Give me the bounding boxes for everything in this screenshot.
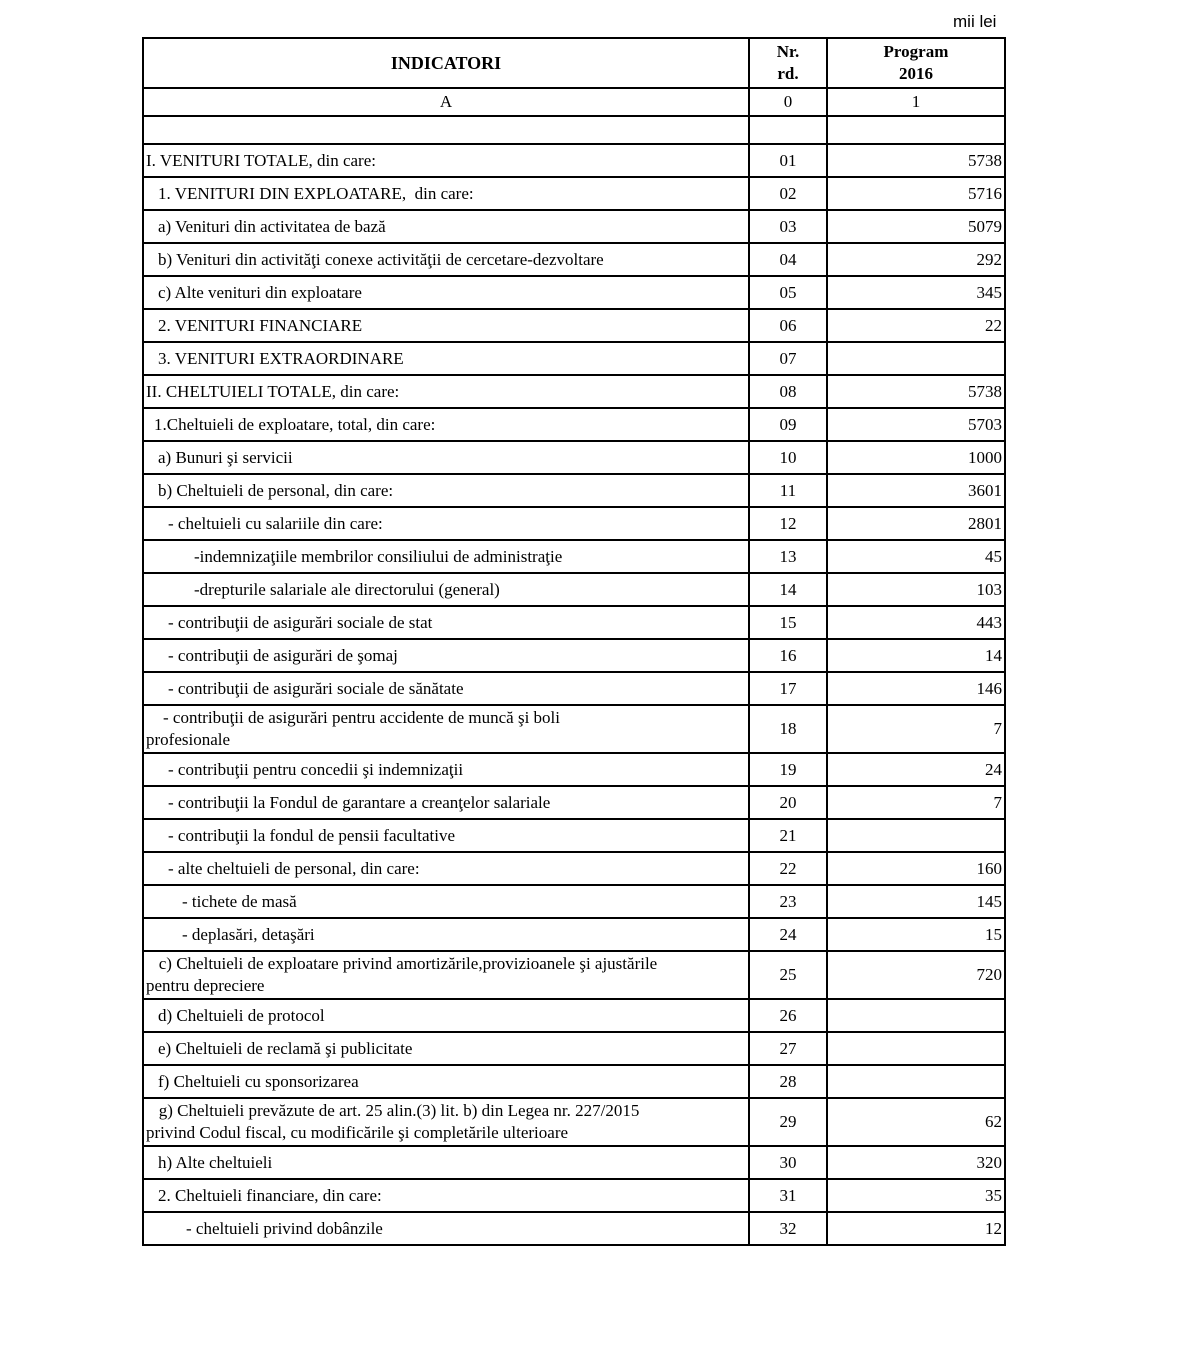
program-value: 3601: [827, 474, 1005, 507]
blank-cell: [143, 116, 749, 144]
row-number: 27: [749, 1032, 827, 1065]
table-row: [143, 144, 1005, 177]
indicator-label: e) Cheltuieli de reclamă şi publicitate: [143, 1032, 749, 1065]
row-number: 09: [749, 408, 827, 441]
row-number: 04: [749, 243, 827, 276]
header-nr-line2: rd.: [777, 64, 799, 83]
row-number: 29: [749, 1098, 827, 1146]
indicator-label: - contribuţii la fondul de pensii facultative: [143, 819, 749, 852]
program-value: 35: [827, 1179, 1005, 1212]
row-number: 16: [749, 639, 827, 672]
table-row: [143, 210, 1005, 243]
table-row: [143, 342, 1005, 375]
indicator-label: -indemnizaţiile membrilor consiliului de administraţie: [143, 540, 749, 573]
table-row: [143, 786, 1005, 819]
program-value: 292: [827, 243, 1005, 276]
table-row: [143, 243, 1005, 276]
indicator-label: 2. VENITURI FINANCIARE: [143, 309, 749, 342]
indicator-label: - contribuţii la Fondul de garantare a creanţelor salariale: [143, 786, 749, 819]
row-number: 21: [749, 819, 827, 852]
table-row: [143, 819, 1005, 852]
column-letter-value: 1: [827, 88, 1005, 116]
program-value: 7: [827, 705, 1005, 753]
indicator-label: a) Venituri din activitatea de bază: [143, 210, 749, 243]
header-row-number: [749, 38, 827, 88]
indicator-label: 2. Cheltuieli financiare, din care:: [143, 1179, 749, 1212]
table-row: [143, 309, 1005, 342]
table-row: [143, 606, 1005, 639]
table-row: [143, 705, 1005, 753]
row-number: 10: [749, 441, 827, 474]
header-nr-line1: Nr.: [776, 42, 800, 61]
blank-cell: [749, 116, 827, 144]
row-number: 08: [749, 375, 827, 408]
program-value: 320: [827, 1146, 1005, 1179]
program-value: [827, 819, 1005, 852]
column-letters-row: [143, 88, 1005, 116]
indicator-label: - contribuţii de asigurări de şomaj: [143, 639, 749, 672]
program-value: [827, 1065, 1005, 1098]
indicator-label: - contribuţii pentru concedii şi indemnizaţii: [143, 753, 749, 786]
program-value: 5738: [827, 375, 1005, 408]
row-number: 13: [749, 540, 827, 573]
program-value: 146: [827, 672, 1005, 705]
indicator-label: - cheltuieli cu salariile din care:: [143, 507, 749, 540]
indicator-label: 1.Cheltuieli de exploatare, total, din care:: [143, 408, 749, 441]
table-row: [143, 1179, 1005, 1212]
indicator-label: - alte cheltuieli de personal, din care:: [143, 852, 749, 885]
row-number: 20: [749, 786, 827, 819]
indicator-label: - tichete de masă: [143, 885, 749, 918]
row-number: 31: [749, 1179, 827, 1212]
indicator-label: 3. VENITURI EXTRAORDINARE: [143, 342, 749, 375]
program-value: 103: [827, 573, 1005, 606]
row-number: 32: [749, 1212, 827, 1245]
row-number: 25: [749, 951, 827, 999]
unit-label: mii lei: [953, 12, 997, 31]
indicator-label: -drepturile salariale ale directorului (general): [143, 573, 749, 606]
table-row: [143, 639, 1005, 672]
row-number: 30: [749, 1146, 827, 1179]
indicator-label: h) Alte cheltuieli: [143, 1146, 749, 1179]
table-row: [143, 1065, 1005, 1098]
program-value: [827, 1032, 1005, 1065]
row-number: 18: [749, 705, 827, 753]
program-value: 5716: [827, 177, 1005, 210]
indicator-label: c) Cheltuieli de exploatare privind amortizările,provizioanele şi ajustările pentru depreciere: [143, 951, 749, 999]
indicator-label: c) Alte venituri din exploatare: [143, 276, 749, 309]
header-row: [143, 38, 1005, 88]
row-number: 03: [749, 210, 827, 243]
indicator-label: d) Cheltuieli de protocol: [143, 999, 749, 1032]
table-row: [143, 507, 1005, 540]
column-letter-nr: 0: [749, 88, 827, 116]
row-number: 14: [749, 573, 827, 606]
program-value: 5079: [827, 210, 1005, 243]
indicator-label: f) Cheltuieli cu sponsorizarea: [143, 1065, 749, 1098]
indicator-label: I. VENITURI TOTALE, din care:: [143, 144, 749, 177]
row-number: 12: [749, 507, 827, 540]
program-value: 1000: [827, 441, 1005, 474]
row-number: 15: [749, 606, 827, 639]
program-value: 5738: [827, 144, 1005, 177]
table-row: [143, 276, 1005, 309]
indicator-label: b) Venituri din activităţi conexe activităţii de cercetare-dezvoltare: [143, 243, 749, 276]
indicator-label: - contribuţii de asigurări sociale de stat: [143, 606, 749, 639]
table-row: [143, 375, 1005, 408]
program-value: 45: [827, 540, 1005, 573]
budget-table: [142, 37, 1006, 1246]
row-number: 22: [749, 852, 827, 885]
program-value: 22: [827, 309, 1005, 342]
table-row: [143, 918, 1005, 951]
program-value: 345: [827, 276, 1005, 309]
table-row: [143, 573, 1005, 606]
program-value: 2801: [827, 507, 1005, 540]
table-row: [143, 177, 1005, 210]
column-letter-indicator: A: [143, 88, 749, 116]
table-row: [143, 1098, 1005, 1146]
row-number: 06: [749, 309, 827, 342]
program-value: 7: [827, 786, 1005, 819]
row-number: 17: [749, 672, 827, 705]
row-number: 28: [749, 1065, 827, 1098]
row-number: 01: [749, 144, 827, 177]
indicator-label: b) Cheltuieli de personal, din care:: [143, 474, 749, 507]
table-row: [143, 852, 1005, 885]
program-value: 160: [827, 852, 1005, 885]
blank-cell: [827, 116, 1005, 144]
indicator-label: a) Bunuri şi servicii: [143, 441, 749, 474]
table-row: [143, 540, 1005, 573]
program-value: 24: [827, 753, 1005, 786]
table-row: [143, 753, 1005, 786]
table-row: [143, 672, 1005, 705]
header-program: [827, 38, 1005, 88]
row-number: 02: [749, 177, 827, 210]
program-value: 14: [827, 639, 1005, 672]
indicator-label: - deplasări, detaşări: [143, 918, 749, 951]
header-indicator: INDICATORI: [143, 38, 749, 88]
table-row: [143, 885, 1005, 918]
program-value: [827, 999, 1005, 1032]
table-row: [143, 1032, 1005, 1065]
indicator-label: - contribuţii de asigurări sociale de sănătate: [143, 672, 749, 705]
program-value: 5703: [827, 408, 1005, 441]
row-number: 07: [749, 342, 827, 375]
row-number: 23: [749, 885, 827, 918]
program-value: [827, 342, 1005, 375]
program-value: 443: [827, 606, 1005, 639]
indicator-label: 1. VENITURI DIN EXPLOATARE, din care:: [143, 177, 749, 210]
indicator-label: g) Cheltuieli prevăzute de art. 25 alin.(3) lit. b) din Legea nr. 227/2015 privind Codul fiscal, cu modificările şi completările ulterioare: [143, 1098, 749, 1146]
row-number: 26: [749, 999, 827, 1032]
table-row: [143, 441, 1005, 474]
indicator-label: II. CHELTUIELI TOTALE, din care:: [143, 375, 749, 408]
row-number: 05: [749, 276, 827, 309]
program-value: 12: [827, 1212, 1005, 1245]
program-value: 720: [827, 951, 1005, 999]
table-body: [143, 144, 1005, 1245]
row-number: 11: [749, 474, 827, 507]
header-program-line1: Program: [883, 42, 949, 61]
header-program-line2: 2016: [898, 64, 933, 83]
program-value: 15: [827, 918, 1005, 951]
table-row: [143, 999, 1005, 1032]
indicator-label: - cheltuieli privind dobânzile: [143, 1212, 749, 1245]
table-row: [143, 1212, 1005, 1245]
table-row: [143, 474, 1005, 507]
indicator-label: - contribuţii de asigurări pentru accidente de muncă şi boli profesionale: [143, 705, 749, 753]
program-value: 62: [827, 1098, 1005, 1146]
blank-row: [143, 116, 1005, 144]
row-number: 24: [749, 918, 827, 951]
row-number: 19: [749, 753, 827, 786]
table-row: [143, 408, 1005, 441]
table-row: [143, 1146, 1005, 1179]
table-row: [143, 951, 1005, 999]
program-value: 145: [827, 885, 1005, 918]
